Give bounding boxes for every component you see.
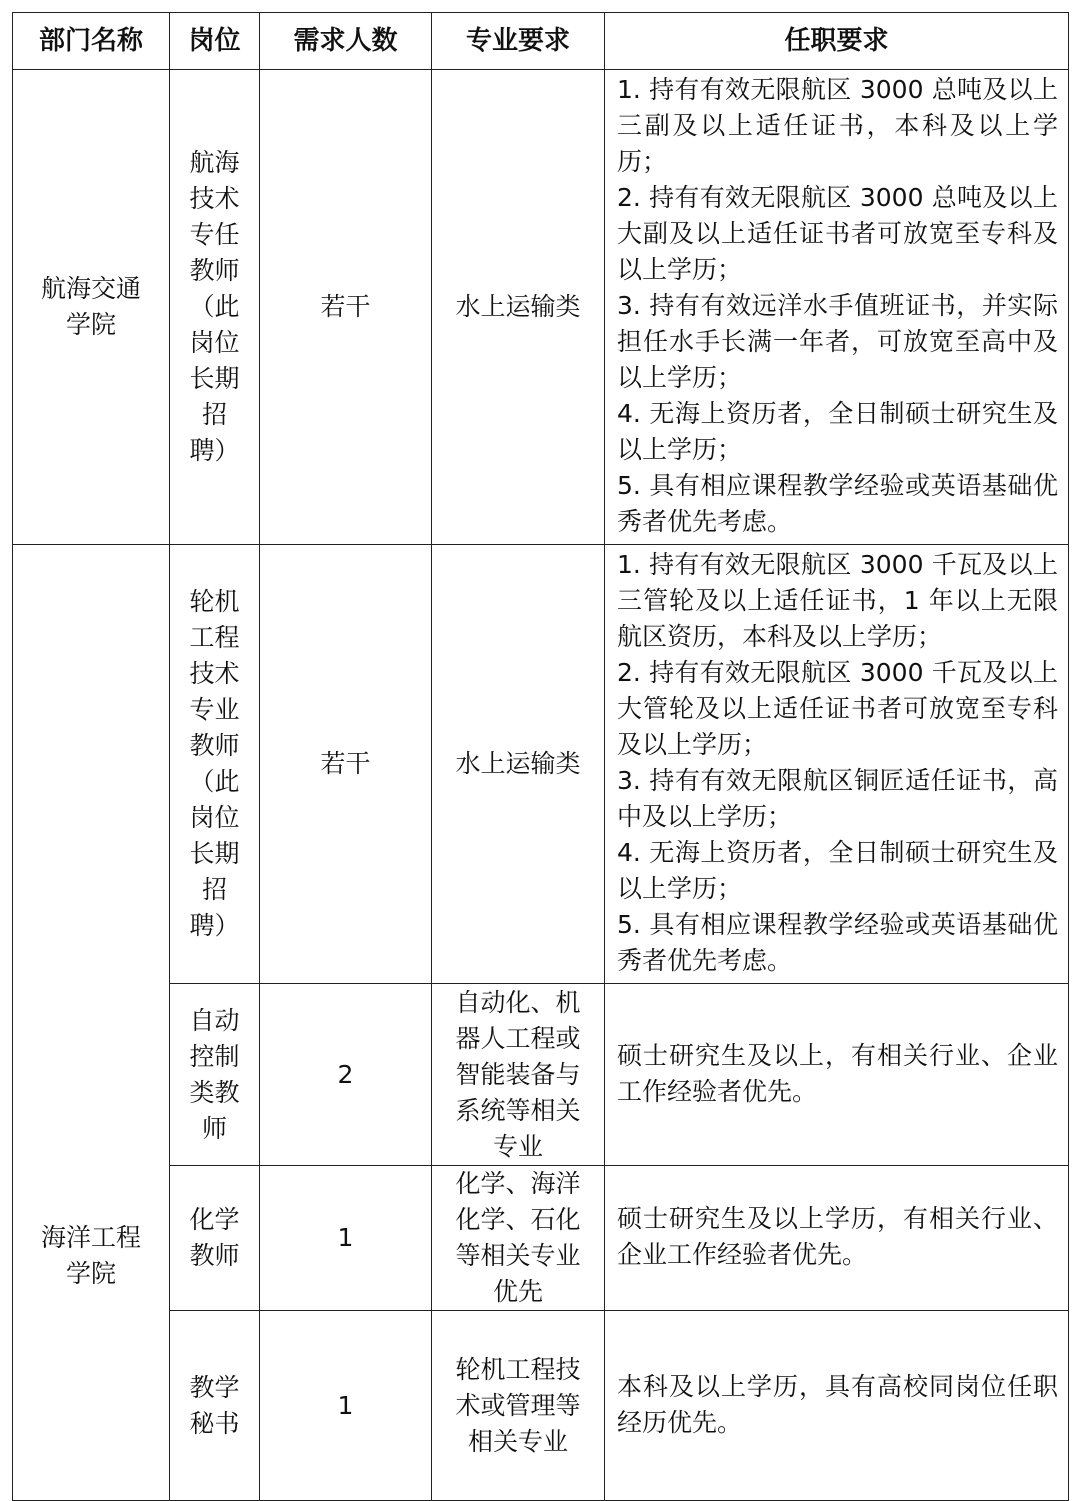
requirement-item: 5. 具有相应课程教学经验或英语基础优秀者优先考虑。 [617,471,1058,536]
header-major: 专业要求 [432,13,605,70]
major-cell [432,1311,605,1501]
header-position: 岗位 [170,13,260,70]
requirements-cell [605,1311,1069,1501]
count-cell [260,984,432,1166]
table-header [13,13,1069,70]
table-row [13,1311,1069,1501]
requirements-cell [605,545,1069,984]
major-requirement: 化学、海洋 化学、石化 等相关专业 优先 [455,1169,581,1306]
major-requirement: 水上运输类 [455,292,581,321]
recruitment-table [12,12,1069,1501]
major-requirement: 自动化、机 器人工程或 智能装备与 系统等相关 专业 [455,987,581,1161]
requirement-item: 1. 持有有效无限航区 3000 千瓦及以上三管轮及以上适任证书，1 年以上无限航区资历，本科及以上学历； [617,550,1058,651]
position-cell [170,1311,260,1501]
position-cell [170,545,260,984]
position-name: 轮机 工程 技术 专业 教师 （此 岗位 长期 招 聘） [189,587,240,940]
requirement-item: 4. 无海上资历者，全日制硕士研究生及以上学历； [617,838,1058,903]
table-row [13,1166,1069,1311]
header-row [13,13,1069,70]
major-cell [432,1166,605,1311]
requirement-item: 本科及以上学历，具有高校同岗位任职经历优先。 [617,1371,1058,1437]
table-row [13,984,1069,1166]
requirement-item: 硕士研究生及以上，有相关行业、企业工作经验者优先。 [617,1040,1058,1106]
department-cell [13,70,170,545]
headcount: 若干 [320,292,371,321]
header-requirements: 任职要求 [605,13,1069,70]
major-requirement: 轮机工程技 术或管理等 相关专业 [455,1354,581,1456]
count-cell [260,1166,432,1311]
position-name: 化学 教师 [189,1205,240,1270]
headcount: 1 [337,1223,354,1252]
requirement-item: 2. 持有有效无限航区 3000 千瓦及以上大管轮及以上适任证书者可放宽至专科及以上学历； [617,658,1058,759]
requirement-item: 5. 具有相应课程教学经验或英语基础优秀者优先考虑。 [617,910,1058,975]
major-requirement: 水上运输类 [455,749,581,778]
requirements-cell [605,984,1069,1166]
headcount: 若干 [320,749,371,778]
major-cell [432,70,605,545]
requirements-cell [605,70,1069,545]
count-cell [260,70,432,545]
position-cell [170,1166,260,1311]
requirements-list [605,70,1068,544]
position-cell [170,984,260,1166]
requirement-item: 硕士研究生及以上学历，有相关行业、企业工作经验者优先。 [617,1204,1058,1269]
requirement-item: 3. 持有有效无限航区铜匠适任证书，高中及以上学历； [617,766,1058,831]
headcount: 1 [337,1390,354,1420]
requirements-list [605,545,1068,983]
header-department: 部门名称 [13,13,170,70]
department-name: 海洋工程 学院 [40,1222,141,1288]
position-cell [170,70,260,545]
department-cell [13,545,170,1501]
requirement-item: 4. 无海上资历者，全日制硕士研究生及以上学历； [617,399,1058,464]
requirements-cell [605,1166,1069,1311]
major-cell [432,984,605,1166]
count-cell [260,545,432,984]
requirement-item: 3. 持有有效远洋水手值班证书，并实际担任水手长满一年者，可放宽至高中及以上学历； [617,291,1058,392]
table-row [13,545,1069,984]
requirement-item: 1. 持有有效无限航区 3000 总吨及以上三副及以上适任证书，本科及以上学历； [617,75,1058,176]
requirements-list [605,1036,1068,1114]
requirement-item: 2. 持有有效无限航区 3000 总吨及以上大副及以上适任证书者可放宽至专科及以上学历； [617,183,1058,284]
requirements-list [605,1199,1068,1277]
position-name: 航海 技术 专任 教师 （此 岗位 长期 招 聘） [189,148,240,465]
position-name: 教学 秘书 [189,1372,240,1438]
department-name: 航海交通 学院 [40,274,141,339]
requirements-list [605,1367,1068,1445]
header-count: 需求人数 [260,13,432,70]
position-name: 自动 控制 类教 师 [189,1005,240,1143]
headcount: 2 [337,1059,354,1089]
table-row [13,70,1069,545]
major-cell [432,545,605,984]
table-body [13,70,1069,1501]
count-cell [260,1311,432,1501]
